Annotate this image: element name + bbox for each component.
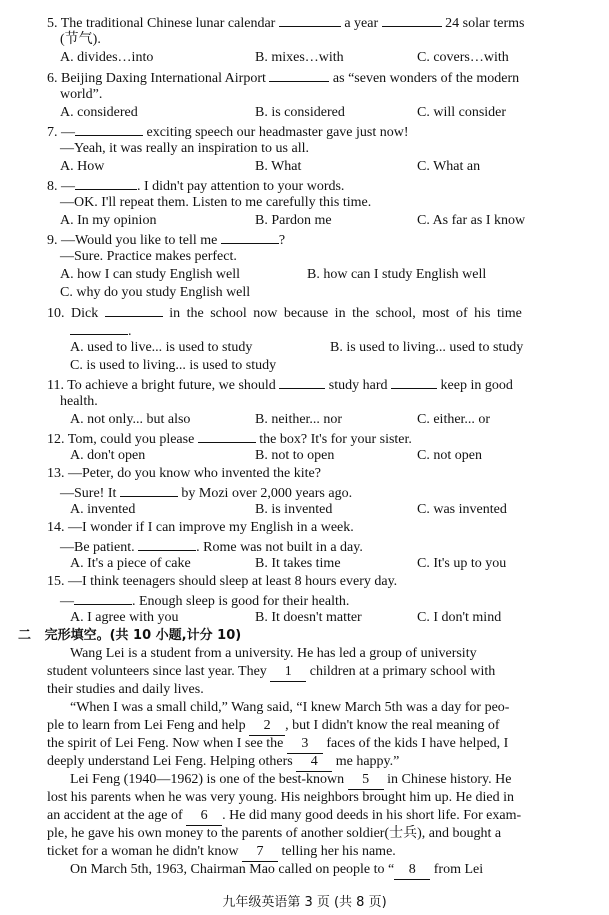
q11-blank-1[interactable] xyxy=(279,375,325,389)
question-15: 15. —I think teenagers should sleep at least 8 hours every day. xyxy=(47,574,398,589)
q8-stem: 8. — xyxy=(47,179,75,194)
question-6 xyxy=(47,68,519,88)
q15-blank[interactable] xyxy=(74,591,132,605)
q9-blank[interactable] xyxy=(221,230,279,244)
passage-text: deeply understand Lei Feng. Helping others xyxy=(47,754,293,769)
cloze-blank-5[interactable]: 5 xyxy=(348,771,384,790)
q7-stem-2: exciting speech our headmaster gave just now! xyxy=(146,125,409,140)
q15-option-c[interactable]: C. I don't mind xyxy=(417,610,502,625)
passage-line xyxy=(47,807,521,826)
q10-option-b[interactable]: B. is used to living... used to study xyxy=(330,340,524,355)
page-footer: 九年级英语第 3 页 (共 8 页) xyxy=(222,895,387,910)
q14-reply-1: —Be patient. xyxy=(60,540,135,555)
q5-option-a[interactable]: A. divides…into xyxy=(60,50,154,65)
passage-text: student volunteers since last year. They xyxy=(47,664,267,679)
q11-option-a[interactable]: A. not only... but also xyxy=(70,412,191,427)
passage-text: me happy.” xyxy=(335,754,400,769)
passage-line xyxy=(47,843,396,862)
q15-reply-2: . Enough sleep is good for their health. xyxy=(132,594,350,609)
q6-option-b[interactable]: B. is considered xyxy=(255,105,345,120)
q15-reply-1: — xyxy=(60,594,74,609)
q5-stem-3: 24 solar terms xyxy=(445,16,525,31)
passage-line xyxy=(47,663,495,682)
q12-stem-2: the box? It's for your sister. xyxy=(259,432,412,447)
q13-option-c[interactable]: C. was invented xyxy=(417,502,507,517)
section-number: 二 xyxy=(18,628,32,643)
q7-reply: —Yeah, it was really an inspiration to us all. xyxy=(60,141,309,156)
cloze-blank-2[interactable]: 2 xyxy=(249,717,285,736)
passage-line xyxy=(70,861,483,880)
passage-text: in Chinese history. He xyxy=(387,772,512,787)
passage-line xyxy=(47,717,500,736)
q11-stem-2: study hard xyxy=(328,378,388,393)
cloze-blank-1[interactable]: 1 xyxy=(270,663,306,682)
q5-blank-1[interactable] xyxy=(279,13,341,27)
passage-line: their studies and daily lives. xyxy=(47,682,204,697)
passage-line: ple, he gave his own money to the parents of another soldier(士兵), and bought a xyxy=(47,826,502,841)
q8-stem-2: . I didn't pay attention to your words. xyxy=(137,179,345,194)
q11-option-b[interactable]: B. neither... nor xyxy=(255,412,343,427)
passage-text: children at a primary school with xyxy=(309,664,496,679)
q6-blank[interactable] xyxy=(269,68,329,82)
passage-text: , but I didn't know the real meaning of xyxy=(285,718,500,733)
q12-option-c[interactable]: C. not open xyxy=(417,448,482,463)
q8-blank[interactable] xyxy=(75,176,137,190)
q11-stem-4: health. xyxy=(60,394,98,409)
q14-option-b[interactable]: B. It takes time xyxy=(255,556,341,571)
q15-option-a[interactable]: A. I agree with you xyxy=(70,610,179,625)
question-10 xyxy=(47,303,522,323)
q8-option-b[interactable]: B. Pardon me xyxy=(255,213,332,228)
q5-blank-2[interactable] xyxy=(382,13,442,27)
q11-stem: 11. To achieve a bright future, we should xyxy=(47,378,276,393)
q10-blank-2[interactable] xyxy=(70,321,128,335)
q8-reply: —OK. I'll repeat them. Listen to me carefully this time. xyxy=(60,195,372,210)
passage-text: from Lei xyxy=(433,862,484,877)
passage-line: lost his parents when he was very young. His neighbors brought him up. He died in xyxy=(47,790,514,805)
question-12 xyxy=(47,429,412,449)
q5-option-b[interactable]: B. mixes…with xyxy=(255,50,344,65)
cloze-blank-8[interactable]: 8 xyxy=(394,861,430,880)
cloze-blank-7[interactable]: 7 xyxy=(242,843,278,862)
passage-line: Wang Lei is a student from a university. He has led a group of university xyxy=(70,646,477,661)
q9-option-c[interactable]: C. why do you study English well xyxy=(60,285,251,300)
passage-text: ple to learn from Lei Feng and help xyxy=(47,718,246,733)
q11-stem-3: keep in good xyxy=(440,378,513,393)
q13-reply xyxy=(60,483,352,503)
q9-stem-2: ? xyxy=(278,233,286,248)
q8-option-a[interactable]: A. In my opinion xyxy=(60,213,157,228)
q13-reply-1: —Sure! It xyxy=(60,486,117,501)
q5-stem-2: a year xyxy=(344,16,379,31)
question-11 xyxy=(47,375,513,395)
q13-blank[interactable] xyxy=(120,483,178,497)
q13-option-b[interactable]: B. is invented xyxy=(255,502,333,517)
passage-text: faces of the kids I have helped, I xyxy=(326,736,509,751)
q12-stem: 12. Tom, could you please xyxy=(47,432,195,447)
q7-stem: 7. — xyxy=(47,125,75,140)
q13-option-a[interactable]: A. invented xyxy=(70,502,136,517)
passage-line: “When I was a small child,” Wang said, “I knew March 5th was a day for peo- xyxy=(70,700,510,715)
q6-stem-3: world”. xyxy=(60,87,103,102)
q15-reply xyxy=(60,591,349,611)
q9-reply: —Sure. Practice makes perfect. xyxy=(60,249,237,264)
q10-option-a[interactable]: A. used to live... is used to study xyxy=(70,340,253,355)
q10-stem: 10. Dick xyxy=(47,306,99,321)
passage-text: Lei Feng (1940—1962) is one of the best-known xyxy=(70,772,345,787)
q6-option-a[interactable]: A. considered xyxy=(60,105,138,120)
question-7 xyxy=(47,122,409,142)
q8-option-c[interactable]: C. As far as I know xyxy=(417,213,526,228)
cloze-blank-4[interactable]: 4 xyxy=(296,753,332,772)
passage-text: an accident at the age of xyxy=(47,808,183,823)
question-9 xyxy=(47,230,285,250)
section-title: 完形填空。(共 10 小题,计分 10) xyxy=(44,628,242,643)
q7-option-b[interactable]: B. What xyxy=(255,159,302,174)
q5-option-c[interactable]: C. covers…with xyxy=(417,50,509,65)
q12-option-a[interactable]: A. don't open xyxy=(70,448,146,463)
passage-text: telling her his name. xyxy=(281,844,396,859)
passage-text: On March 5th, 1963, Chairman Mao called on people to “ xyxy=(70,862,395,877)
q7-option-c[interactable]: C. What an xyxy=(417,159,481,174)
q10-option-c[interactable]: C. is used to living... is used to study xyxy=(70,358,277,373)
q9-option-a[interactable]: A. how I can study English well xyxy=(60,267,241,282)
q9-option-b[interactable]: B. how can I study English well xyxy=(307,267,487,282)
passage-text: . He did many good deeds in his short life. For exam- xyxy=(222,808,522,823)
question-8 xyxy=(47,176,344,196)
q7-blank[interactable] xyxy=(75,122,143,136)
q9-stem: 9. —Would you like to tell me xyxy=(47,233,218,248)
question-13: 13. —Peter, do you know who invented the kite? xyxy=(47,466,321,481)
q10-stem-3: . xyxy=(128,324,132,339)
q13-reply-2: by Mozi over 2,000 years ago. xyxy=(181,486,353,501)
q6-option-c[interactable]: C. will consider xyxy=(417,105,507,120)
passage-line xyxy=(70,771,511,790)
q14-reply-2: . Rome was not built in a day. xyxy=(196,540,363,555)
cloze-blank-6[interactable]: 6 xyxy=(186,807,222,826)
q14-blank[interactable] xyxy=(138,537,196,551)
q14-reply xyxy=(60,537,363,557)
q15-option-b[interactable]: B. It doesn't matter xyxy=(255,610,362,625)
q7-option-a[interactable]: A. How xyxy=(60,159,105,174)
q14-option-a[interactable]: A. It's a piece of cake xyxy=(70,556,191,571)
passage-line xyxy=(47,735,508,754)
passage-text: the spirit of Lei Feng. Now when I see the xyxy=(47,736,284,751)
q10-blank-line xyxy=(70,321,132,341)
q10-stem-2: in the school now because in the school, most of his time xyxy=(169,306,522,321)
cloze-blank-3[interactable]: 3 xyxy=(287,735,323,754)
question-5 xyxy=(47,13,524,33)
q11-blank-2[interactable] xyxy=(391,375,437,389)
passage-line xyxy=(47,753,399,772)
section-2-heading xyxy=(18,627,241,645)
passage-text: ticket for a woman he didn't know xyxy=(47,844,239,859)
q11-option-c[interactable]: C. either... or xyxy=(417,412,491,427)
q10-blank-1[interactable] xyxy=(105,303,163,317)
q6-stem-2: as “seven wonders of the modern xyxy=(332,71,520,86)
question-14: 14. —I wonder if I can improve my English in a week. xyxy=(47,520,354,535)
q12-blank[interactable] xyxy=(198,429,256,443)
q6-stem: 6. Beijing Daxing International Airport xyxy=(47,71,266,86)
q5-stem-4: (节气). xyxy=(60,32,101,47)
q12-option-b[interactable]: B. not to open xyxy=(255,448,335,463)
q14-option-c[interactable]: C. It's up to you xyxy=(417,556,507,571)
q5-stem: 5. The traditional Chinese lunar calendar xyxy=(47,16,276,31)
